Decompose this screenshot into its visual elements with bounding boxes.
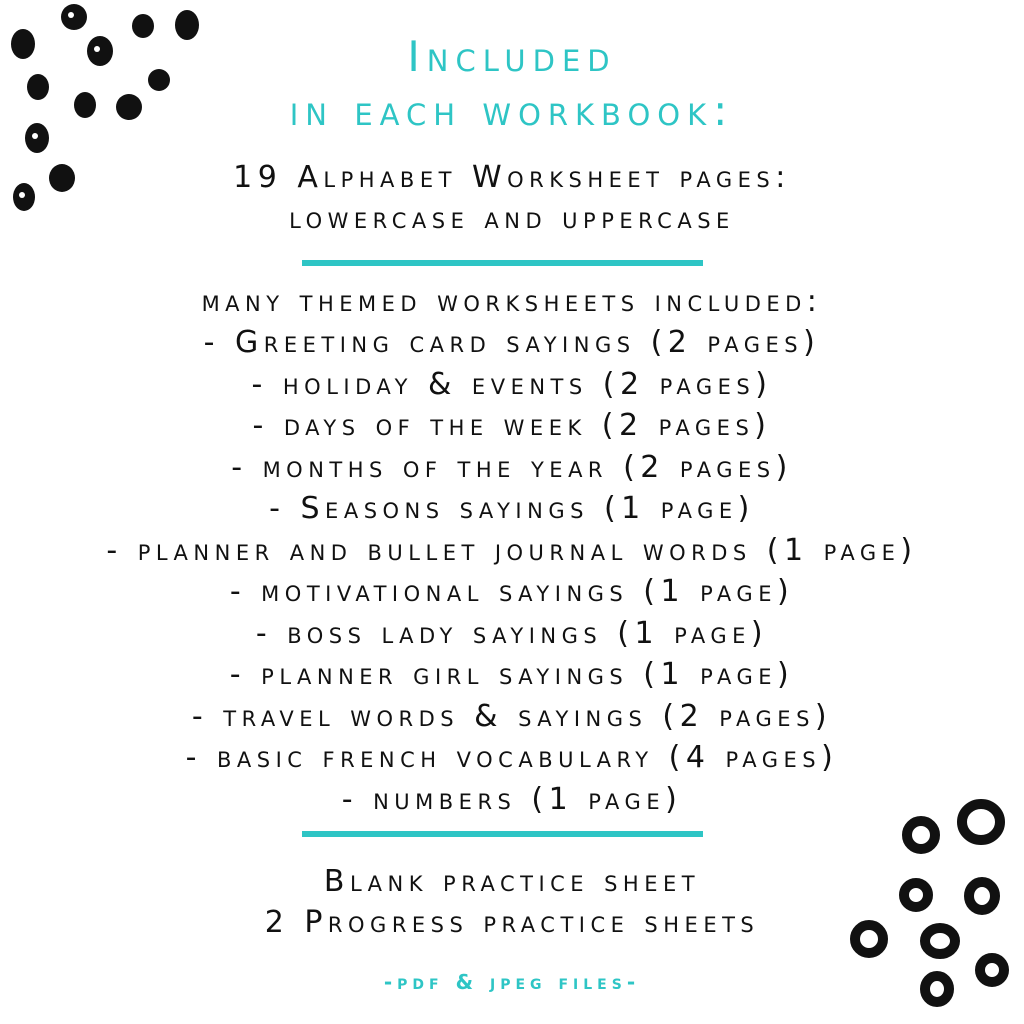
file-formats-label: -pdf & jpeg files- [383,970,641,994]
themed-item: - numbers (1 page) [341,782,683,817]
section-divider-top [302,260,703,266]
alphabet-case-line: lowercase and uppercase [289,201,735,236]
themed-item: - boss lady sayings (1 page) [255,616,769,651]
themed-item: - Greeting card sayings (2 pages) [203,325,821,360]
themed-item: - days of the week (2 pages) [252,408,772,443]
themed-item: - months of the year (2 pages) [231,450,793,485]
title-line-1: Included [407,32,617,81]
section-divider-bottom [302,831,703,837]
themed-item: - Seasons sayings (1 page) [269,491,755,526]
themed-item: - travel words & sayings (2 pages) [191,699,833,734]
progress-practice-line: 2 Progress practice sheets [264,905,760,940]
themed-heading: many themed worksheets included: [201,284,823,319]
themed-item: - basic french vocabulary (4 pages) [185,740,839,775]
themed-item: - planner girl sayings (1 page) [229,657,795,692]
blank-practice-line: Blank practice sheet [323,864,701,899]
themed-item: - planner and bullet journal words (1 page) [106,533,918,568]
title-line-2: in each workbook: [289,86,735,135]
themed-item: - motivational sayings (1 page) [229,574,795,609]
themed-item: - holiday & events (2 pages) [251,367,773,402]
alphabet-pages-line: 19 Alphabet Worksheet pages: [233,160,791,195]
